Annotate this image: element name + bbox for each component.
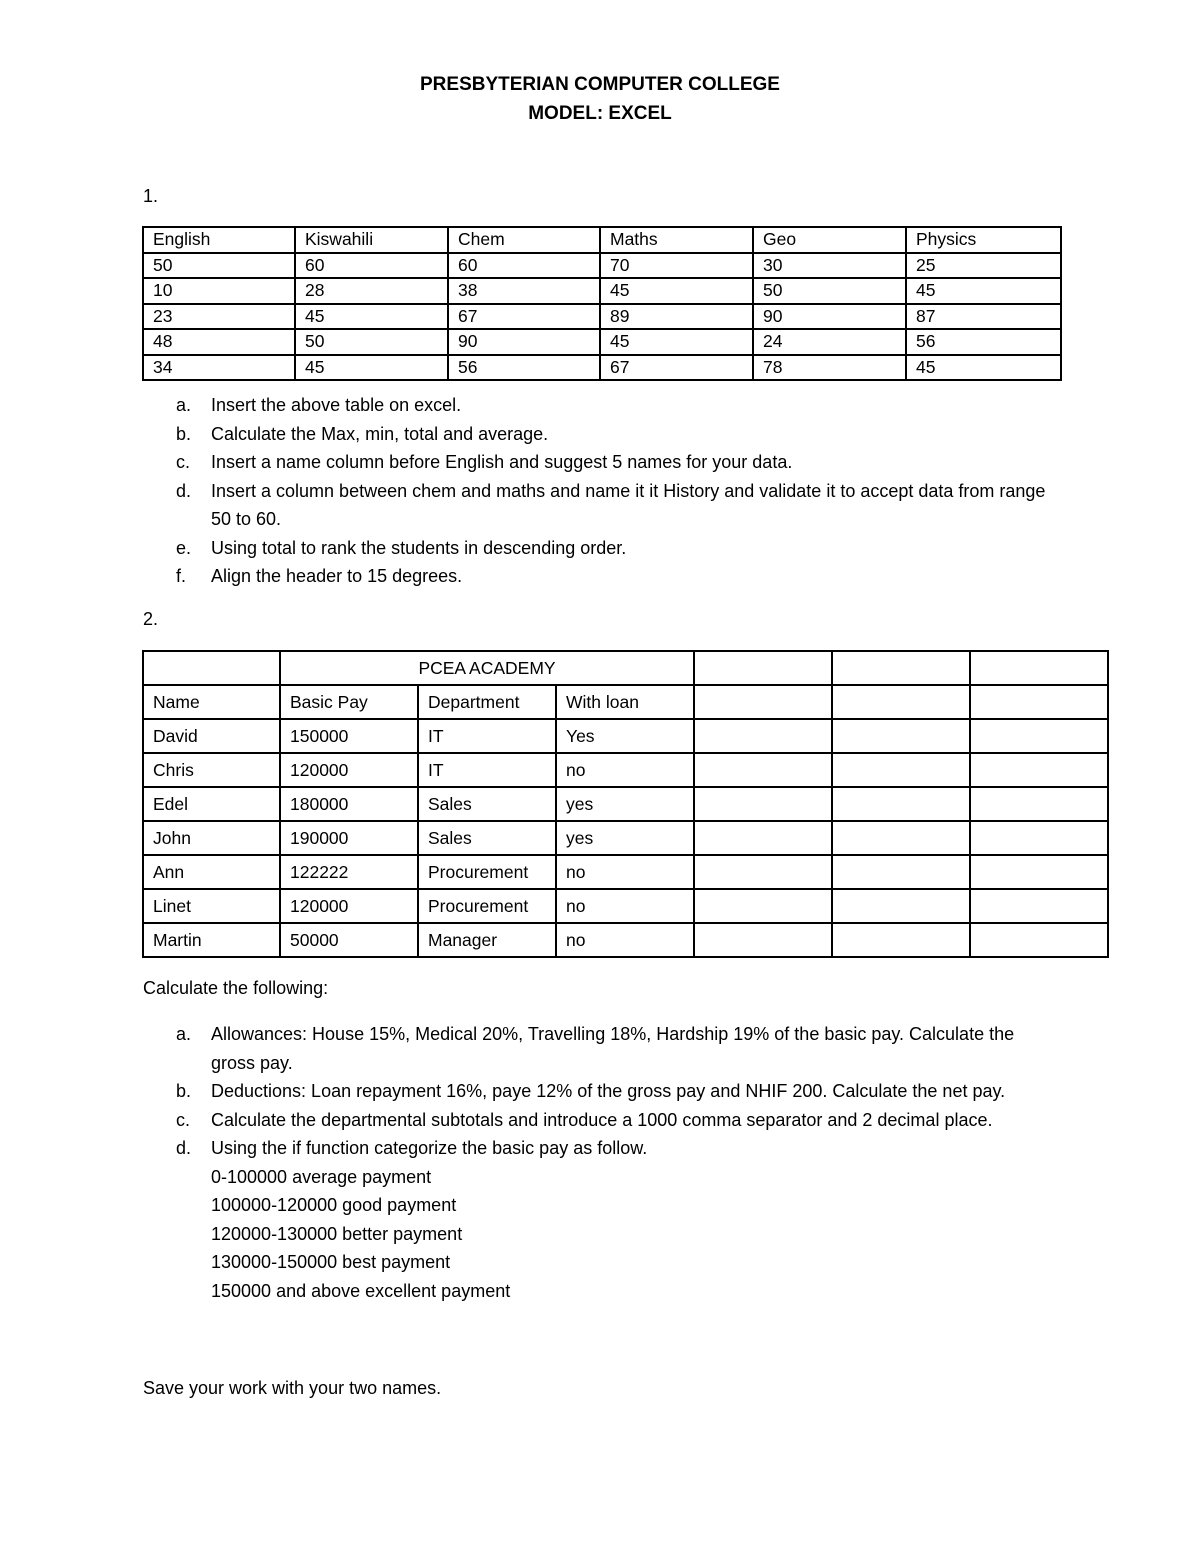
marks-header-cell: English — [143, 227, 295, 253]
payroll-cell: Yes — [556, 719, 694, 753]
empty-cell — [970, 787, 1108, 821]
task-item — [143, 420, 1063, 449]
marks-cell: 50 — [295, 329, 448, 355]
empty-cell — [694, 685, 832, 719]
marks-cell: 56 — [448, 355, 600, 381]
payroll-header-cell: Department — [418, 685, 556, 719]
marks-cell: 45 — [600, 278, 753, 304]
payroll-cell: Ann — [143, 855, 280, 889]
marks-row — [143, 304, 1061, 330]
task-item — [143, 534, 1063, 563]
empty-cell — [832, 855, 970, 889]
payroll-header-cell: Name — [143, 685, 280, 719]
task-text: Insert the above table on excel. — [211, 395, 462, 415]
payroll-cell: Procurement — [418, 889, 556, 923]
empty-cell — [832, 787, 970, 821]
empty-cell — [694, 855, 832, 889]
empty-cell — [832, 821, 970, 855]
task-text: Using the if function categorize the basic pay as follow. — [211, 1138, 648, 1158]
task-marker: a. — [176, 395, 192, 415]
marks-row — [143, 329, 1061, 355]
task-item — [143, 1106, 1063, 1135]
payroll-cell: Linet — [143, 889, 280, 923]
payroll-cell: 120000 — [280, 753, 418, 787]
payroll-cell: Manager — [418, 923, 556, 957]
task-item — [143, 1134, 1063, 1305]
payroll-title-row — [143, 651, 1108, 685]
payroll-cell: 50000 — [280, 923, 418, 957]
task-marker: c. — [176, 452, 191, 472]
payroll-cell: Chris — [143, 753, 280, 787]
payroll-row — [143, 787, 1108, 821]
marks-cell: 25 — [906, 253, 1061, 279]
task-item — [143, 1020, 1063, 1077]
marks-row — [143, 278, 1061, 304]
marks-cell: 23 — [143, 304, 295, 330]
payroll-table-title: PCEA ACADEMY — [280, 651, 694, 685]
marks-header-cell: Geo — [753, 227, 906, 253]
empty-cell — [694, 889, 832, 923]
marks-cell: 78 — [753, 355, 906, 381]
task-marker: b. — [176, 423, 192, 444]
marks-header-cell: Chem — [448, 227, 600, 253]
payroll-row — [143, 889, 1108, 923]
empty-cell — [694, 753, 832, 787]
payroll-row — [143, 923, 1108, 957]
pay-category-line: 130000-150000 best payment — [211, 1252, 451, 1272]
empty-cell — [970, 923, 1108, 957]
marks-cell: 34 — [143, 355, 295, 381]
payroll-cell: yes — [556, 821, 694, 855]
payroll-cell: no — [556, 753, 694, 787]
task-text: Allowances: House 15%, Medical 20%, Travelling 18%, Hardship 19% of the basic pay. Calculate the gross pay. — [211, 1024, 1015, 1073]
marks-cell: 89 — [600, 304, 753, 330]
marks-header-row — [143, 227, 1061, 253]
marks-cell: 67 — [448, 304, 600, 330]
marks-cell: 48 — [143, 329, 295, 355]
pay-category-line: 150000 and above excellent payment — [211, 1280, 511, 1301]
marks-cell: 90 — [753, 304, 906, 330]
footer-instruction: Save your work with your two names. — [143, 1378, 442, 1398]
payroll-cell: Sales — [418, 787, 556, 821]
empty-cell — [970, 651, 1108, 685]
task-marker: f. — [176, 566, 187, 586]
payroll-row — [143, 753, 1108, 787]
payroll-cell: 150000 — [280, 719, 418, 753]
marks-cell: 67 — [600, 355, 753, 381]
empty-cell — [970, 719, 1108, 753]
empty-cell — [694, 787, 832, 821]
task-item — [143, 562, 1063, 591]
empty-cell — [832, 719, 970, 753]
payroll-cell: Procurement — [418, 855, 556, 889]
payroll-cell: no — [556, 855, 694, 889]
payroll-cell: IT — [418, 753, 556, 787]
marks-cell: 50 — [753, 278, 906, 304]
empty-cell — [970, 685, 1108, 719]
payroll-cell: 190000 — [280, 821, 418, 855]
marks-cell: 10 — [143, 278, 295, 304]
task-item — [143, 477, 1063, 534]
task-marker: d. — [176, 1138, 192, 1158]
payroll-cell: David — [143, 719, 280, 753]
question-1-number: 1. — [143, 186, 159, 206]
marks-header-cell: Kiswahili — [295, 227, 448, 253]
marks-cell: 60 — [448, 253, 600, 279]
marks-cell: 50 — [143, 253, 295, 279]
empty-cell — [970, 855, 1108, 889]
marks-cell: 45 — [600, 329, 753, 355]
empty-cell — [970, 889, 1108, 923]
task-item — [143, 1077, 1063, 1106]
marks-cell: 30 — [753, 253, 906, 279]
question-2-instruction: Calculate the following: — [143, 978, 329, 998]
empty-cell — [832, 889, 970, 923]
marks-cell: 45 — [906, 355, 1061, 381]
empty-cell — [694, 923, 832, 957]
marks-row — [143, 355, 1061, 381]
payroll-table — [142, 650, 1109, 958]
college-title: PRESBYTERIAN COMPUTER COLLEGE — [420, 74, 780, 95]
marks-cell: 45 — [295, 355, 448, 381]
payroll-cell: Edel — [143, 787, 280, 821]
pay-category-line: 100000-120000 good payment — [211, 1195, 457, 1215]
payroll-cell: John — [143, 821, 280, 855]
marks-cell: 45 — [906, 278, 1061, 304]
task-item — [143, 448, 1063, 477]
payroll-cell: no — [556, 889, 694, 923]
task-item — [143, 391, 1063, 420]
marks-cell: 60 — [295, 253, 448, 279]
task-marker: d. — [176, 480, 192, 501]
task-text: Calculate the Max, min, total and average. — [211, 423, 549, 444]
payroll-header-row — [143, 685, 1108, 719]
task-text: Deductions: Loan repayment 16%, paye 12% of the gross pay and NHIF 200. Calculate the net pay. — [211, 1081, 1006, 1101]
payroll-row — [143, 821, 1108, 855]
payroll-row — [143, 855, 1108, 889]
marks-cell: 70 — [600, 253, 753, 279]
empty-cell — [694, 821, 832, 855]
empty-cell — [832, 651, 970, 685]
task-text: Insert a column between chem and maths and name it it History and validate it to accept data from range 50 to 60. — [211, 480, 1046, 529]
marks-row — [143, 253, 1061, 279]
payroll-header-cell: With loan — [556, 685, 694, 719]
empty-cell — [970, 753, 1108, 787]
model-subtitle: MODEL: EXCEL — [528, 103, 672, 124]
payroll-header-cell: Basic Pay — [280, 685, 418, 719]
task-text: Calculate the departmental subtotals and introduce a 1000 comma separator and 2 decimal place. — [211, 1109, 993, 1130]
payroll-cell: no — [556, 923, 694, 957]
question-1-task-list — [143, 391, 1063, 591]
pay-category-line: 120000-130000 better payment — [211, 1223, 463, 1244]
empty-cell — [832, 923, 970, 957]
question-2-number: 2. — [143, 609, 159, 629]
payroll-cell: Martin — [143, 923, 280, 957]
marks-header-cell: Maths — [600, 227, 753, 253]
payroll-cell: 180000 — [280, 787, 418, 821]
marks-cell: 56 — [906, 329, 1061, 355]
payroll-cell: yes — [556, 787, 694, 821]
marks-cell: 28 — [295, 278, 448, 304]
empty-cell — [832, 753, 970, 787]
marks-cell: 38 — [448, 278, 600, 304]
payroll-cell: Sales — [418, 821, 556, 855]
payroll-row — [143, 719, 1108, 753]
marks-cell: 87 — [906, 304, 1061, 330]
marks-cell: 90 — [448, 329, 600, 355]
task-text: Insert a name column before English and suggest 5 names for your data. — [211, 452, 793, 472]
task-marker: c. — [176, 1109, 191, 1130]
marks-table — [142, 226, 1062, 381]
payroll-cell: 120000 — [280, 889, 418, 923]
question-2-task-list — [143, 1020, 1063, 1305]
payroll-cell: IT — [418, 719, 556, 753]
empty-cell — [694, 651, 832, 685]
task-text: Align the header to 15 degrees. — [211, 566, 463, 586]
empty-cell — [143, 651, 280, 685]
empty-cell — [970, 821, 1108, 855]
empty-cell — [832, 685, 970, 719]
payroll-cell: 122222 — [280, 855, 418, 889]
marks-header-cell: Physics — [906, 227, 1061, 253]
task-marker: a. — [176, 1024, 192, 1044]
marks-cell: 24 — [753, 329, 906, 355]
task-marker: e. — [176, 537, 192, 558]
task-text: Using total to rank the students in descending order. — [211, 537, 627, 558]
empty-cell — [694, 719, 832, 753]
pay-category-line: 0-100000 average payment — [211, 1166, 432, 1187]
task-marker: b. — [176, 1081, 192, 1101]
marks-cell: 45 — [295, 304, 448, 330]
